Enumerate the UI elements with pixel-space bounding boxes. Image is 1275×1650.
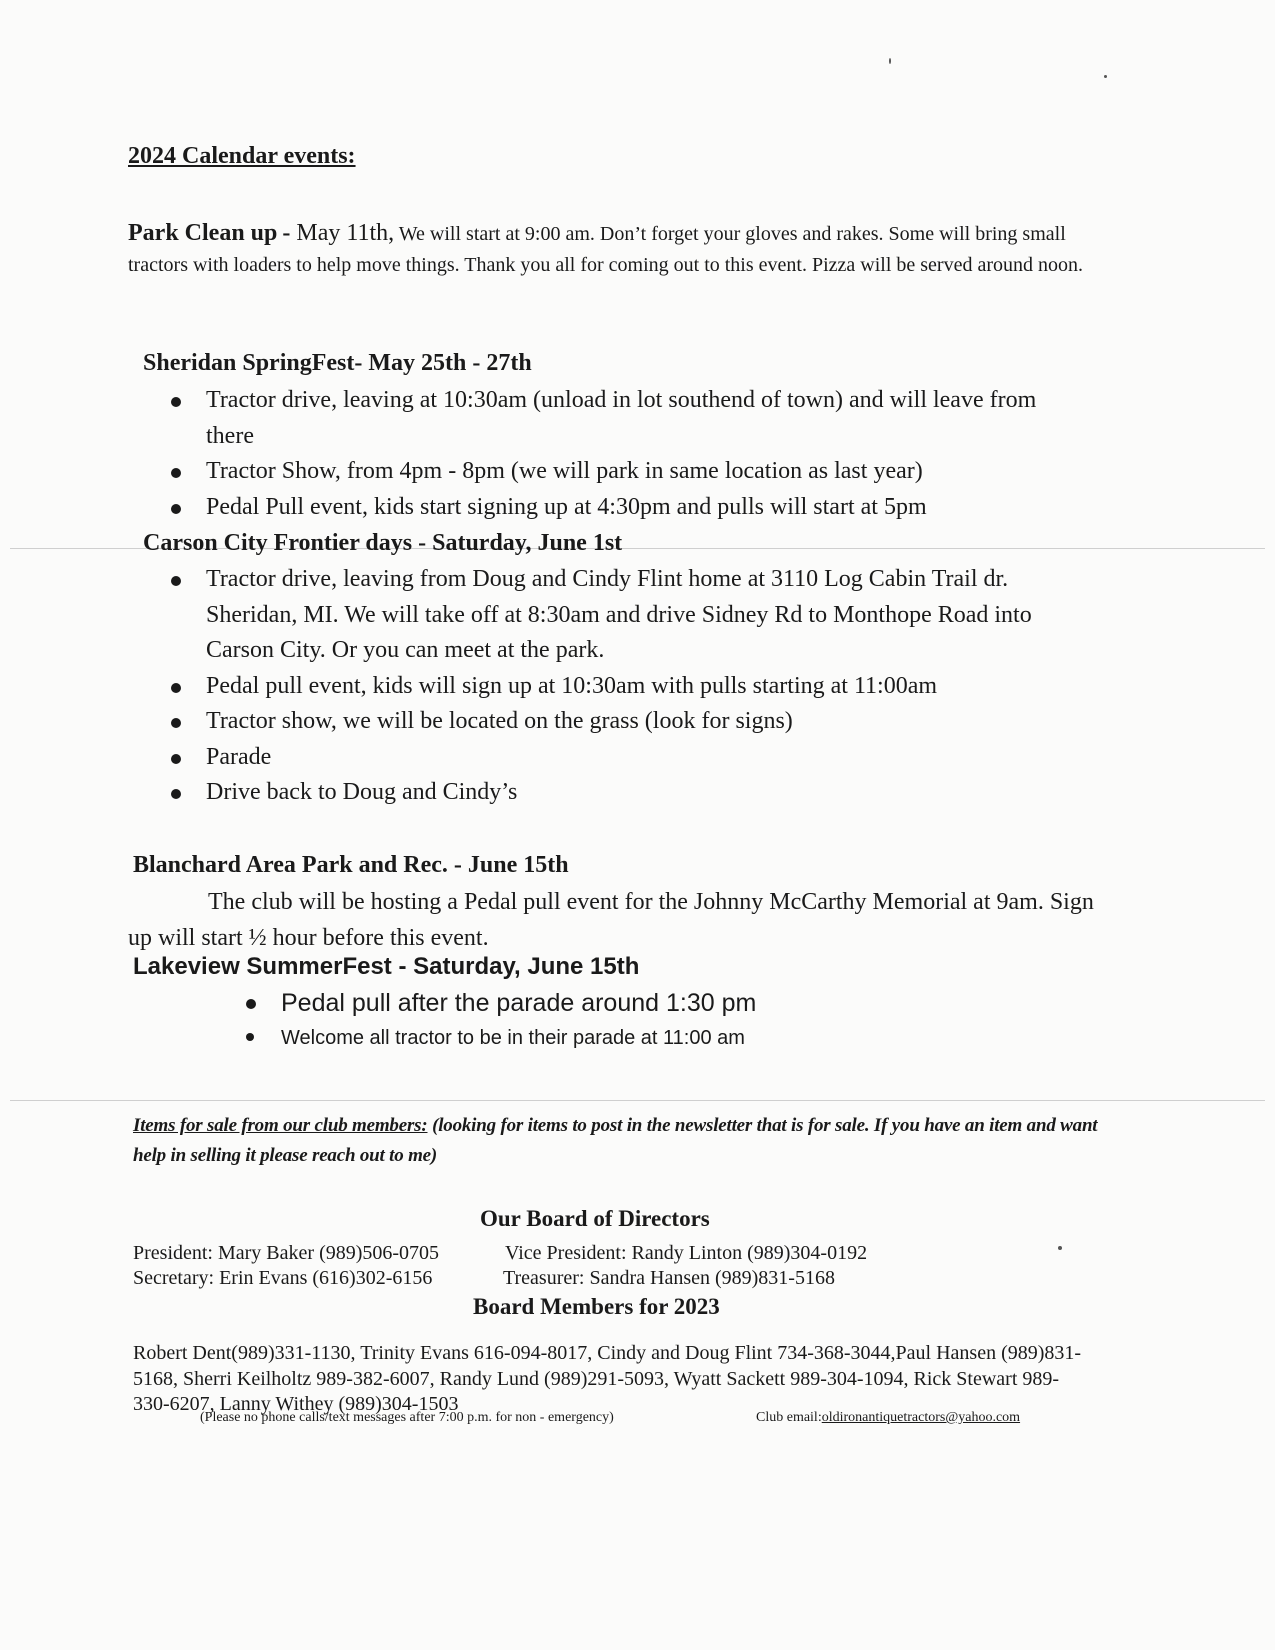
carson-list — [169, 562, 1089, 811]
lakeview-list — [244, 985, 1144, 1055]
scan-speck — [1104, 75, 1107, 78]
list-item: Parade — [169, 740, 1089, 776]
list-item: Pedal pull event, kids will sign up at 10:30am with pulls starting at 11:00am — [169, 669, 1089, 705]
list-item: Pedal Pull event, kids start signing up at 4:30pm and pulls will start at 5pm — [169, 490, 1089, 526]
email-link[interactable]: oldironantiquetractors@yahoo.com — [821, 1410, 1021, 1425]
for-sale-notice — [133, 1111, 1133, 1171]
park-cleanup-date: May 11th, — [296, 220, 395, 246]
email-label: Club email: — [756, 1410, 822, 1425]
board-heading: Our Board of Directors — [480, 1206, 710, 1231]
for-sale-text: (looking for items to post in the newsletter that is for sale. If you have an item and want help in selling it please reach out to me) — [133, 1115, 1098, 1166]
list-item: Tractor drive, leaving from Doug and Cindy Flint home at 3110 Log Cabin Trail dr. Sheridan, MI. We will take off at 8:30am and drive Sidney Rd to Monthope Road into Carson City. Or you can meet at the park. — [169, 562, 1089, 669]
list-item: Tractor drive, leaving at 10:30am (unload in lot southend of town) and will leave from there — [169, 383, 1089, 454]
springfest-title: Sheridan SpringFest- May 25th - 27th — [143, 350, 532, 376]
board-secretary: Secretary: Erin Evans (616)302-6156 — [133, 1267, 433, 1289]
footer-note: (Please no phone calls/text messages after 7:00 p.m. for non - emergency) — [200, 1410, 614, 1425]
list-item: Welcome all tractor to be in their parade at 11:00 am — [244, 1021, 1144, 1055]
blanchard-title: Blanchard Area Park and Rec. - June 15th — [133, 852, 569, 878]
list-item: Pedal pull after the parade around 1:30 pm — [244, 985, 1144, 1021]
scan-speck — [889, 58, 891, 64]
list-item: Tractor show, we will be located on the grass (look for signs) — [169, 704, 1089, 740]
lakeview-title: Lakeview SummerFest - Saturday, June 15th — [133, 953, 640, 980]
list-item: Drive back to Doug and Cindy’s — [169, 775, 1089, 811]
board-members-heading: Board Members for 2023 — [473, 1294, 720, 1319]
board-vice-president: Vice President: Randy Linton (989)304-0192 — [505, 1242, 868, 1264]
list-item: Tractor Show, from 4pm - 8pm (we will park in same location as last year) — [169, 454, 1089, 490]
divider — [10, 1100, 1265, 1101]
blanchard-text: The club will be hosting a Pedal pull event for the Johnny McCarthy Memorial at 9am. Sign up will start ½ hour before this event. — [128, 889, 1094, 951]
park-cleanup-text: We will start at 9:00 am. Don’t forget your gloves and rakes. Some will bring small tractors with loaders to help move things. Thank you all for coming out to this event. Pizza will be served around noon. — [128, 223, 1083, 276]
park-cleanup-title: Park Clean up — [128, 220, 278, 246]
board-members-list: Robert Dent(989)331-1130, Trinity Evans 616-094-8017, Cindy and Doug Flint 734-368-3044,Paul Hansen (989)831-5168, Sherri Keilholtz 989-382-6007, Randy Lund (989)291-5093, Wyatt Sackett 989-304-1094, Rick Stewart 989-330-6207, Lanny Withey (989)304-1503 — [133, 1342, 1082, 1415]
carson-title: Carson City Frontier days - Saturday, June 1st — [143, 530, 623, 556]
scan-speck — [1058, 1246, 1062, 1250]
board-treasurer: Treasurer: Sandra Hansen (989)831-5168 — [503, 1267, 835, 1289]
for-sale-label: Items for sale from our club members: — [133, 1115, 428, 1136]
calendar-heading: 2024 Calendar events: — [128, 143, 356, 169]
footer-email — [756, 1410, 1020, 1426]
park-cleanup-paragraph: Park Clean up - May 11th, We will start at 9:00 am. Don’t forget your gloves and rakes. Some will bring small tractors with loaders to help move things. Thank you all for coming out to this event. Pizza will be served around noon. — [128, 220, 1083, 276]
springfest-list — [169, 383, 1089, 525]
board-president: President: Mary Baker (989)506-0705 — [133, 1242, 440, 1264]
